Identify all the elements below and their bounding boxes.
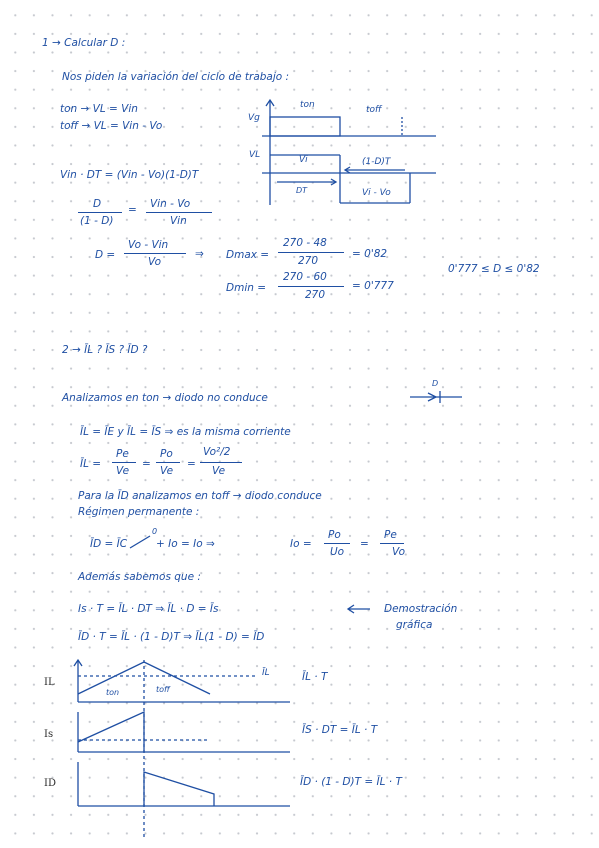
io-uo-denominator: Uo (330, 546, 345, 558)
po-numerator: Po (160, 448, 173, 460)
il-axis-label: IL (44, 677, 55, 688)
il-avg-ref-label: ĪL (262, 668, 270, 678)
ratio-right-denominator: Vin (170, 215, 187, 227)
d-denominator: Vo (148, 256, 161, 268)
demo-label: Demostración (384, 603, 458, 615)
d-label: D = (95, 249, 116, 261)
demo-label-2: gráfica (396, 619, 433, 631)
ratio-equals: = (128, 204, 137, 216)
il-result: ĪL · T (302, 671, 328, 683)
graph-toff-label: toff (156, 685, 170, 694)
ton-line: ton → VL = Vin (60, 103, 138, 115)
section1-title: 1 → Calcular D : (42, 37, 126, 49)
sabemos-label: Además sabemos que : (78, 571, 201, 583)
ratio-denominator: (1 - D) (80, 215, 114, 227)
ratio-right-numerator: Vin - Vo (150, 198, 191, 210)
graph-ton-label: ton (106, 688, 120, 697)
one-minus-d-label: (1-D)T (362, 157, 391, 167)
section2-title: 2 → ĪL ? ĪS ? ĪD ? (62, 344, 148, 356)
analysis-ton: Analizamos en ton → diodo no conduce (62, 392, 268, 404)
io-equals: Io = (290, 538, 312, 550)
eq2-equals-2: = (187, 458, 196, 470)
dmin-numerator: 270 - 60 (283, 271, 327, 283)
vi-vo-label: Vi - Vo (362, 188, 391, 198)
vg-axis-label: Vg (248, 113, 260, 123)
pe-numerator: Pe (116, 448, 129, 460)
po-denominator: Ve (160, 465, 174, 477)
io-equals-2: = (360, 538, 369, 550)
id-axis-label: ID (44, 778, 56, 789)
is-result: ĪS · DT = ĪL · T (302, 724, 378, 736)
diode-label: D (432, 379, 439, 388)
is-equation: Is · T = ĪL · DT ⇒ ĪL · D = Īs (78, 603, 219, 615)
equality-line: ĪL = ĪE y ĪL = ĪS ⇒ es la misma corriente (80, 426, 291, 438)
pe-denominator: Ve (116, 465, 130, 477)
duty-range: 0'777 ≤ D ≤ 0'82 (448, 263, 540, 275)
toff-line: toff → VL = Vin - Vo (60, 120, 163, 132)
is-axis-label: Is (44, 729, 54, 740)
intro-text: Nos piden la variación del ciclo de trabajo : (62, 71, 290, 83)
para-id-analysis: Para la ĪD analizamos en toff → diodo conduce (78, 490, 322, 502)
toff-label: toff (366, 105, 382, 115)
dt-label: DT (296, 186, 308, 195)
vl-axis-label: VL (249, 150, 261, 160)
id-result: ĪD · (1 - D)T = ĪL · T (300, 776, 402, 788)
vo2-denominator: Ve (212, 465, 226, 477)
dmax-numerator: 270 - 48 (283, 237, 327, 249)
ic-zero-mark: 0 (152, 527, 158, 536)
ratio-numerator: D (93, 198, 102, 210)
eq2-equals: = (142, 458, 151, 470)
io-vo-denominator: Vo (392, 546, 405, 558)
il-equation-label: ĪL = (80, 458, 102, 470)
dmax-label: Dmax = (226, 249, 270, 261)
io-po-numerator: Po (328, 529, 341, 541)
implies-arrow: ⇒ (195, 248, 204, 260)
dmin-denominator: 270 (305, 289, 326, 301)
io-sum: + Io = Io ⇒ (156, 538, 215, 550)
id-equation: ĪD = ĪC (90, 538, 128, 550)
dmax-denominator: 270 (298, 255, 319, 267)
dmax-value: = 0'82 (352, 248, 388, 260)
io-pe-numerator: Pe (384, 529, 397, 541)
vi-label: Vi (299, 155, 308, 165)
ton-label: ton (300, 100, 315, 110)
volt-second-balance: Vin · DT = (Vin - Vo)(1-D)T (60, 169, 199, 181)
dmin-label: Dmin = (226, 282, 267, 294)
steady-state-label: Régimen permanente : (78, 506, 200, 518)
dmin-value: = 0'777 (352, 280, 394, 292)
vo2-numerator: Vo²/2 (203, 446, 231, 458)
id-final-equation: ĪD · T = ĪL · (1 - D)T ⇒ ĪL(1 - D) = ĪD (78, 631, 265, 643)
d-numerator: Vo - Vin (128, 239, 169, 251)
